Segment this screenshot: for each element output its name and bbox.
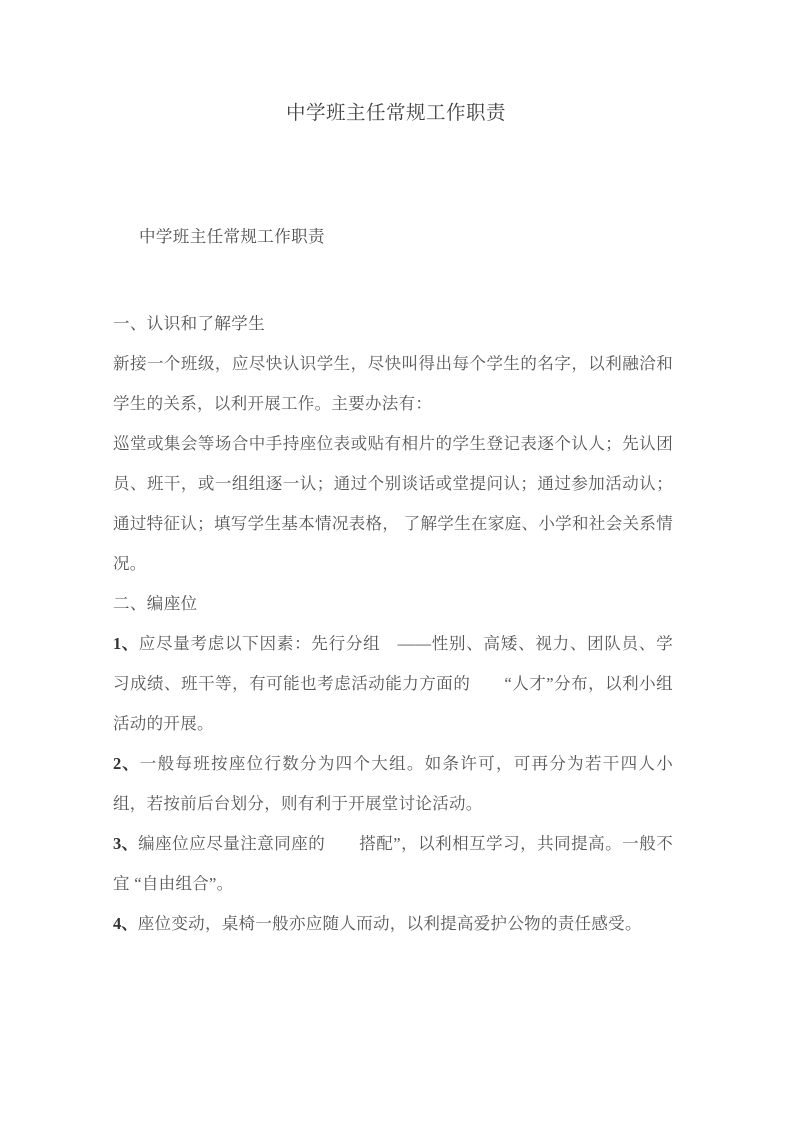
list-item-number: 1、 [113,634,139,653]
list-item-number: 2、 [113,754,140,773]
document-subtitle: 中学班主任常规工作职责 [139,227,325,246]
section-heading-1: 一、认识和了解学生 [113,314,266,333]
section-1-paragraph-2: 巡堂或集会等场合中手持座位表或贴有相片的学生登记表逐个认人；先认团员、班干，或一组组逐一认；通过个别谈话或堂提问认；通过参加活动认；通过特征认；填写学生基本情况表格， 了解学生在家庭、小学和社会关系情况。 [113,434,673,573]
document-body [113,222,673,944]
list-item-number: 3、 [113,834,139,853]
list-item-text: 应尽量考虑以下因素：先行分组 ——性别、高矮、视力、团队员、学习成绩、班干等，有可能也考虑活动能力方面的 “人才”分布，以利小组活动的开展。 [113,634,673,733]
list-item [113,624,673,744]
list-item-text: 编座位应尽量注意同座的 搭配”，以利相互学习，共同提高。一般不宜 “自由组合”。 [113,834,673,893]
list-item-text: 座位变动，桌椅一般亦应随人而动，以利提高爱护公物的责任感受。 [137,914,642,933]
list-item [113,744,673,824]
list-item-number: 4、 [113,914,138,933]
section-heading-2: 二、编座位 [113,594,198,613]
list-item-text: 一般每班按座位行数分为四个大组。如条许可，可再分为若干四人小组，若按前后台划分，则有利于开展堂讨论活动。 [113,754,674,813]
section-1-paragraph-1: 新接一个班级，应尽快认识学生，尽快叫得出每个学生的名字，以利融洽和学生的关系，以利开展工作。主要办法有： [113,354,673,413]
list-item [113,824,673,904]
page-title: 中学班主任常规工作职责 [285,103,506,124]
list-item [113,904,673,944]
